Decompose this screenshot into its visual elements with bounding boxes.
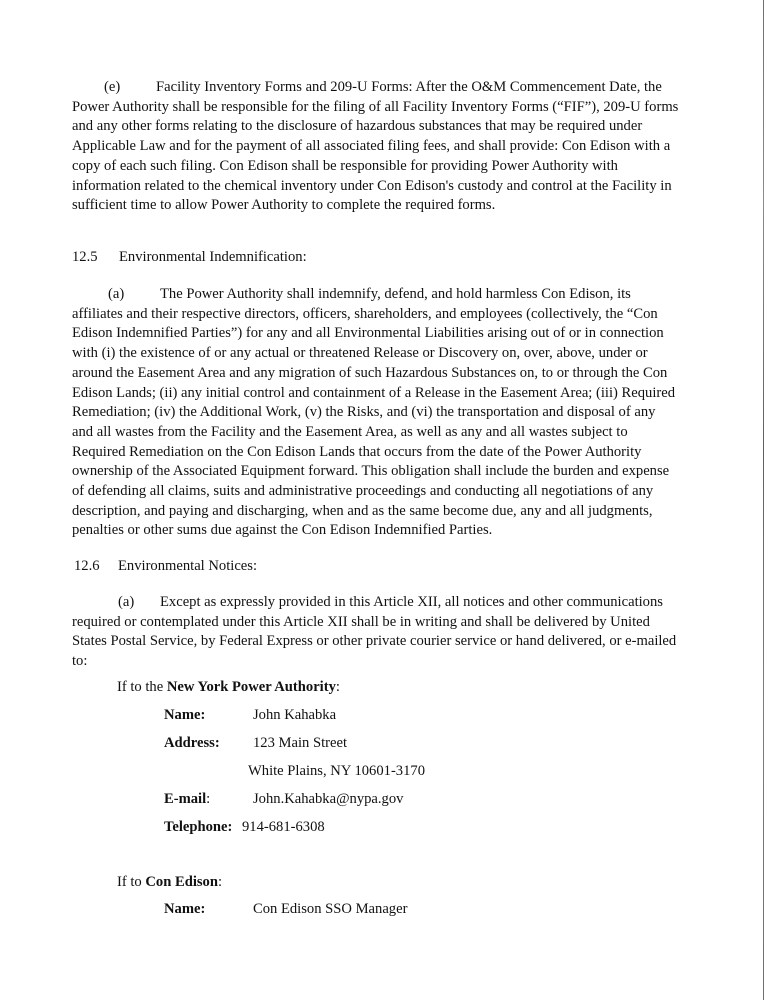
paragraph-line: ownership of the Associated Equipment forward. This obligation shall include the burden and expense xyxy=(72,463,670,480)
paragraph-a-first-line xyxy=(72,593,712,613)
email-label-text: E-mail xyxy=(164,791,207,807)
section-12-6-paragraph-a xyxy=(72,593,712,672)
section-title: Environmental Notices: xyxy=(118,558,258,574)
section-title: Environmental Indemnification: xyxy=(119,249,307,265)
intro-suffix: : xyxy=(217,874,223,890)
paragraph-line: sufficient time to allow Power Authority to complete the required forms. xyxy=(72,197,496,214)
paragraph-a-marker: (a) xyxy=(118,594,135,610)
paragraph-line: to: xyxy=(72,653,88,670)
scan-edge-line xyxy=(763,0,764,1000)
paragraph-line: Remediation; (iv) the Additional Work, (v) the Risks, and (vi) the transportation and disposal of any xyxy=(72,404,656,421)
paragraph-line: copy of each such filing. Con Edison shall be responsible for providing Power Authority with xyxy=(72,157,618,174)
section-number: 12.5 xyxy=(72,249,98,265)
address-line-1: 123 Main Street xyxy=(253,735,348,751)
address-line-2: White Plains, NY 10601-3170 xyxy=(248,763,425,779)
name-label: Name: xyxy=(164,901,206,917)
section-12-6-heading xyxy=(74,557,714,577)
section-number: 12.6 xyxy=(74,558,100,574)
nypa-notice-intro xyxy=(117,679,340,696)
nypa-name-bold: New York Power Authority xyxy=(166,679,336,695)
email-value: John.Kahabka@nypa.gov xyxy=(253,791,404,807)
paragraph-line: affiliates and their respective directors, officers, shareholders, and employees (collectively, the “Con xyxy=(72,305,658,322)
paragraph-line: Edison Indemnified Parties”) for any and all Environmental Liabilities arising out of or in connection xyxy=(72,325,664,342)
paragraph-line: The Power Authority shall indemnify, defend, and hold harmless Con Edison, its xyxy=(160,286,631,302)
address-label: Address: xyxy=(164,735,220,751)
section-12-5-heading xyxy=(72,248,712,268)
paragraph-line: required or contemplated under this Article XII shall be in writing and shall be delivered by United xyxy=(72,613,650,630)
paragraph-e xyxy=(72,78,712,216)
coned-name-bold: Con Edison xyxy=(145,874,218,890)
paragraph-line: Power Authority shall be responsible for the filing of all Facility Inventory Forms (“FIF”), 209-U forms xyxy=(72,98,679,115)
paragraph-e-first-line xyxy=(72,78,712,98)
telephone-label: Telephone: xyxy=(164,819,233,835)
paragraph-e-marker: (e) xyxy=(104,79,121,95)
intro-prefix: If to the xyxy=(117,679,167,695)
paragraph-a-first-line xyxy=(72,285,712,305)
coned-notice-intro xyxy=(117,874,222,891)
paragraph-line: Facility Inventory Forms and 209-U Forms: After the O&M Commencement Date, the xyxy=(156,79,662,95)
email-label xyxy=(164,791,210,808)
paragraph-line: of defending all claims, suits and administrative proceedings and conducting all negotiations of any xyxy=(72,483,654,500)
name-value: Con Edison SSO Manager xyxy=(253,901,408,917)
paragraph-line: with (i) the existence of or any actual or threatened Release or Discovery on, over, above, under or xyxy=(72,345,648,362)
paragraph-line: Edison Lands; (ii) any initial control and containment of a Release in the Easement Area; (iii) Required xyxy=(72,384,676,401)
paragraph-line: information related to the chemical inventory under Con Edison's custody and control at the Facility in xyxy=(72,177,672,194)
intro-prefix: If to xyxy=(117,874,146,890)
paragraph-line: penalties or other sums due against the Con Edison Indemnified Parties. xyxy=(72,522,493,539)
telephone-value: 914-681-6308 xyxy=(242,819,325,835)
section-12-5-paragraph-a xyxy=(72,285,712,541)
paragraph-line: and all wastes from the Facility and the Easement Area, as well as any and all wastes subject to xyxy=(72,423,628,440)
email-label-colon: : xyxy=(206,791,211,807)
paragraph-line: description, and paying and discharging, when and as the same become due, any and all judgments, xyxy=(72,502,653,519)
paragraph-line: Required Remediation on the Con Edison Lands that occurs from the date of the Power Authority xyxy=(72,443,642,460)
paragraph-line: Applicable Law and for the payment of all associated filing fees, and shall provide: Con Edison with a xyxy=(72,138,671,155)
paragraph-a-marker: (a) xyxy=(108,286,125,302)
paragraph-line: Except as expressly provided in this Article XII, all notices and other communications xyxy=(160,594,663,610)
name-value: John Kahabka xyxy=(253,707,337,723)
name-label: Name: xyxy=(164,707,206,723)
intro-suffix: : xyxy=(335,679,340,695)
paragraph-line: and any other forms relating to the disclosure of hazardous substances that may be required under xyxy=(72,118,643,135)
paragraph-line: around the Easement Area and any migration of such Hazardous Substances on, to or through the Con xyxy=(72,364,668,381)
paragraph-line: States Postal Service, by Federal Express or other private courier service or hand delivered, or e-mailed xyxy=(72,633,677,650)
